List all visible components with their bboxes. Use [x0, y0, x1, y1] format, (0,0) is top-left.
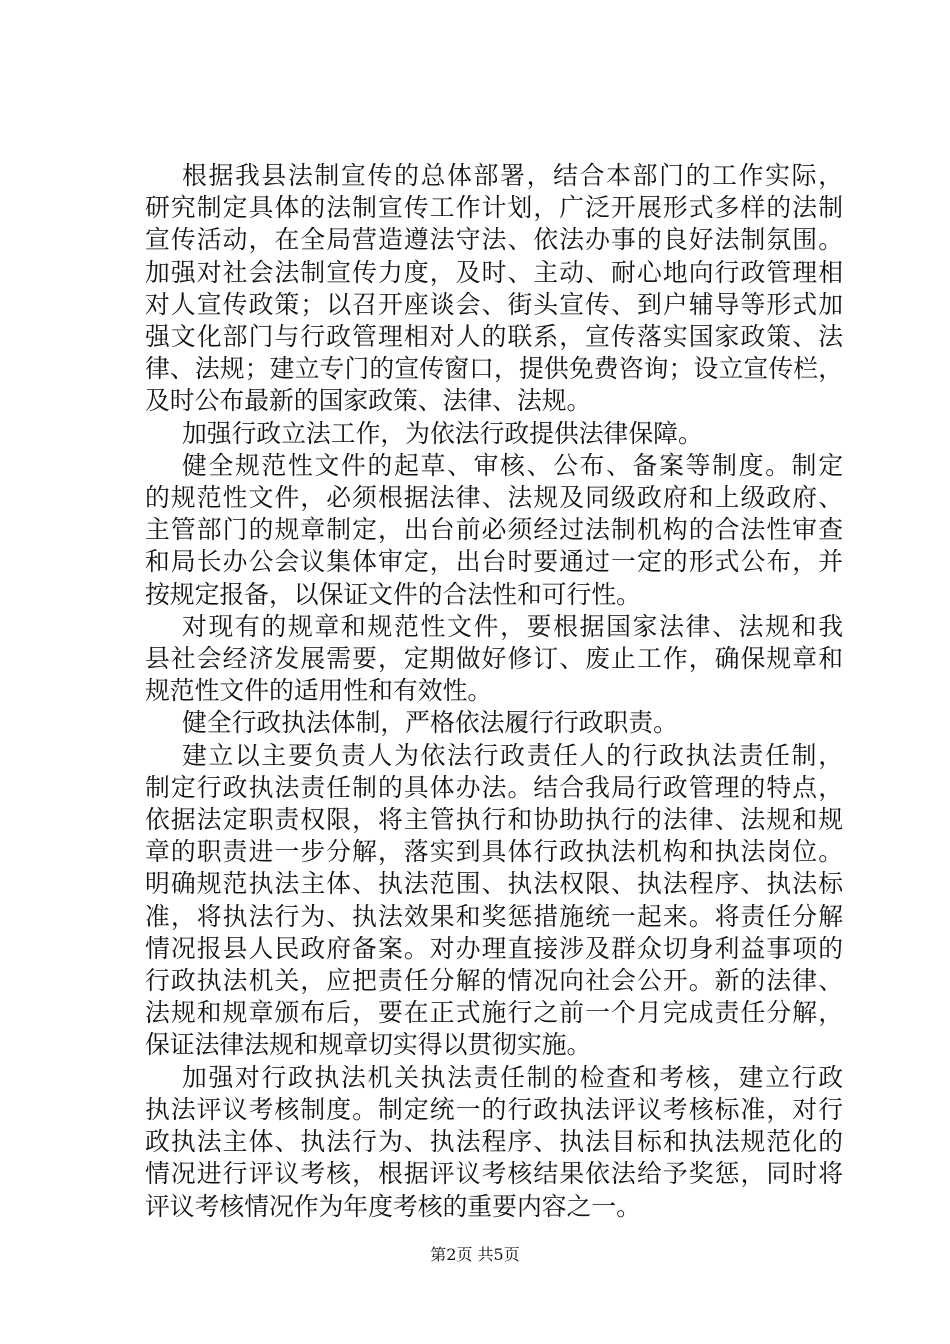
document-body [145, 160, 843, 1223]
paragraph-line: 章的职责进一步分解，落实到具体行政执法机构和执法岗位。 [145, 837, 843, 867]
paragraph-line: 县社会经济发展需要，定期做好修订、废止工作，确保规章和 [145, 644, 843, 674]
paragraph-line: 情况报县人民政府备案。对办理直接涉及群众切身利益事项的 [145, 933, 843, 963]
paragraph-line: 依据法定职责权限，将主管执行和协助执行的法律、法规和规 [145, 805, 843, 835]
paragraph-line: 按规定报备，以保证文件的合法性和可行性。 [145, 579, 641, 609]
paragraph-line: 强文化部门与行政管理相对人的联系，宣传落实国家政策、法 [145, 322, 843, 352]
heading-administrative-legislation [145, 418, 843, 450]
paragraph-line: 主管部门的规章制定，出台前必须经过法制机构的合法性审查 [145, 515, 843, 545]
paragraph-line: 行政执法机关，应把责任分解的情况向社会公开。新的法律、 [145, 966, 843, 996]
paragraph-line: 对现有的规章和规范性文件，要根据国家法律、法规和我 [182, 611, 843, 641]
paragraph-line: 和局长办公会议集体审定，出台时要通过一定的形式公布，并 [145, 547, 843, 577]
paragraph-line: 宣传活动，在全局营造遵法守法、依法办事的良好法制氛围。 [145, 225, 843, 255]
paragraph-line: 建立以主要负责人为依法行政责任人的行政执法责任制， [182, 740, 843, 770]
paragraph-line: 执法评议考核制度。制定统一的行政执法评议考核标准，对行 [145, 1094, 843, 1124]
paragraph-line: 准，将执法行为、执法效果和奖惩措施统一起来。将责任分解 [145, 901, 843, 931]
paragraph-line: 情况进行评议考核，根据评议考核结果依法给予奖惩，同时将 [145, 1159, 843, 1189]
page-number-footer: 第2页 共5页 [430, 1245, 520, 1264]
paragraph-evaluation-assessment [145, 1062, 843, 1223]
paragraph-line: 律、法规；建立专门的宣传窗口，提供免费咨询；设立宣传栏， [145, 354, 843, 384]
paragraph-line: 政执法主体、执法行为、执法程序、执法目标和执法规范化的 [145, 1127, 843, 1157]
heading-enforcement-system [145, 707, 843, 739]
paragraph-line: 根据我县法制宣传的总体部署，结合本部门的工作实际， [182, 161, 843, 190]
paragraph-line: 对人宣传政策；以召开座谈会、街头宣传、到户辅导等形式加 [145, 289, 843, 319]
paragraph-normative-documents [145, 450, 843, 611]
paragraph-line: 研究制定具体的法制宣传工作计划，广泛开展形式多样的法制 [145, 193, 843, 223]
paragraph-existing-regulations [145, 611, 843, 708]
paragraph-line: 加强对社会法制宣传力度，及时、主动、耐心地向行政管理相 [145, 257, 843, 287]
paragraph-line: 评议考核情况作为年度考核的重要内容之一。 [145, 1191, 641, 1221]
paragraph-line: 规范性文件的适用性和有效性。 [145, 676, 493, 706]
paragraph-line: 明确规范执法主体、执法范围、执法权限、执法程序、执法标 [145, 869, 843, 899]
paragraph-line: 法规和规章颁布后，要在正式施行之前一个月完成责任分解， [145, 998, 843, 1028]
paragraph-line: 健全规范性文件的起草、审核、公布、备案等制度。制定 [182, 450, 843, 480]
paragraph-legal-publicity [145, 160, 843, 418]
paragraph-line: 保证法律法规和规章切实得以贯彻实施。 [145, 1030, 592, 1060]
paragraph-line: 加强行政立法工作，为依法行政提供法律保障。 [182, 418, 703, 448]
paragraph-line: 制定行政执法责任制的具体办法。结合我局行政管理的特点， [145, 772, 843, 802]
paragraph-line: 健全行政执法体制，严格依法履行行政职责。 [182, 708, 678, 738]
paragraph-line: 的规范性文件，必须根据法律、法规及同级政府和上级政府、 [145, 483, 843, 513]
paragraph-line: 及时公布最新的国家政策、法律、法规。 [145, 386, 592, 416]
paragraph-line: 加强对行政执法机关执法责任制的检查和考核，建立行政 [182, 1062, 843, 1092]
paragraph-enforcement-responsibility [145, 740, 843, 1062]
